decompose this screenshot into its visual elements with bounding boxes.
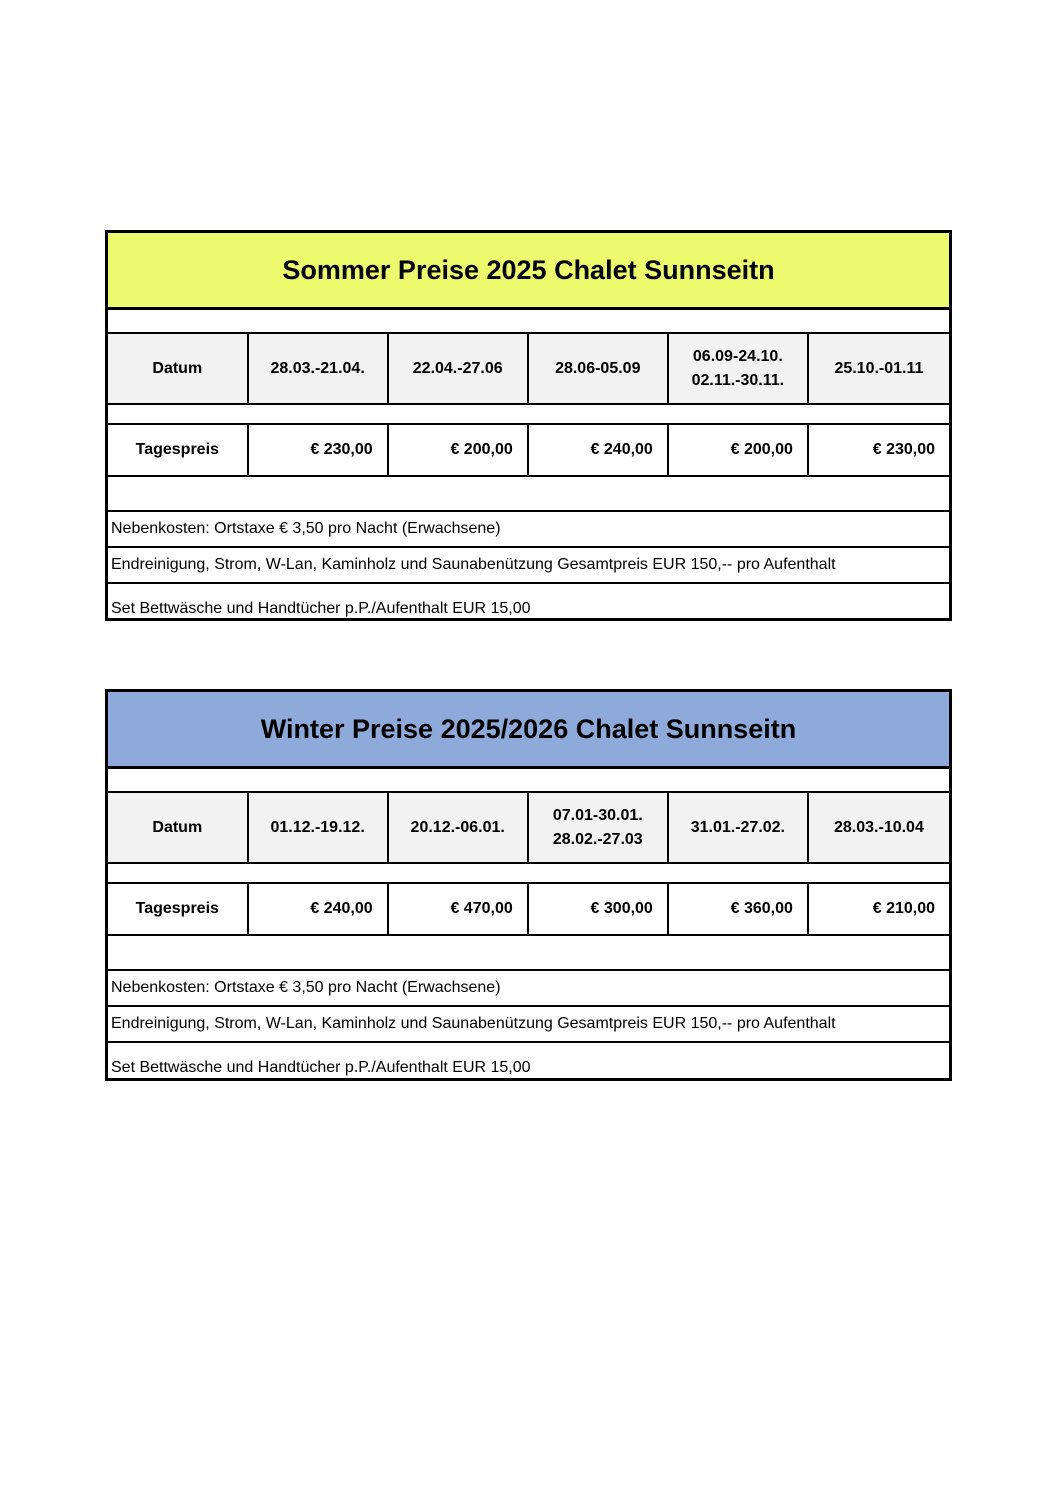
price-cell: € 200,00	[389, 425, 529, 475]
period-cell	[249, 793, 389, 862]
period-line: 07.01-30.01.	[552, 806, 643, 824]
summer-price-row	[108, 425, 949, 477]
period-cell	[249, 334, 389, 403]
price-cell: € 230,00	[872, 441, 935, 458]
spacer-row	[108, 477, 949, 512]
period-line: 02.11.-30.11.	[691, 371, 785, 389]
note-row: Set Bettwäsche und Handtücher p.P./Aufenthalt EUR 15,00	[111, 600, 531, 617]
period-line: 28.06-05.09	[555, 359, 641, 377]
period-line: 28.03.-10.04	[834, 818, 924, 836]
price-cell: € 470,00	[389, 884, 529, 934]
summer-table-title: Sommer Preise 2025 Chalet Sunnseitn	[108, 233, 949, 310]
winter-price-table	[105, 689, 952, 1081]
winter-table-title: Winter Preise 2025/2026 Chalet Sunnseitn	[108, 692, 949, 769]
period-cell	[809, 334, 949, 403]
period-line: 06.09-24.10.	[692, 347, 783, 365]
period-line: 20.12.-06.01.	[410, 818, 505, 836]
date-label: Datum	[108, 793, 249, 862]
spacer-row	[108, 936, 949, 971]
period-cell	[669, 793, 809, 862]
note-row: Set Bettwäsche und Handtücher p.P./Aufenthalt EUR 15,00	[111, 1059, 531, 1076]
period-line: 22.04.-27.06	[412, 359, 503, 377]
winter-date-row	[108, 793, 949, 864]
note-row: Nebenkosten: Ortstaxe € 3,50 pro Nacht (Erwachsene)	[108, 971, 949, 1007]
period-cell	[529, 334, 669, 403]
price-cell: € 210,00	[872, 900, 935, 917]
price-label: Tagespreis	[108, 425, 249, 475]
period-line: 01.12.-19.12.	[270, 818, 365, 836]
spacer-row	[108, 864, 949, 884]
date-label: Datum	[108, 334, 249, 403]
price-cell: € 240,00	[529, 425, 669, 475]
period-line: 28.03.-21.04.	[270, 359, 365, 377]
price-cell: € 360,00	[669, 884, 809, 934]
period-cell	[389, 793, 529, 862]
note-row: Endreinigung, Strom, W-Lan, Kaminholz und Saunabenützung Gesamtpreis EUR 150,-- pro Aufenthalt	[108, 1007, 949, 1043]
period-cell	[669, 334, 809, 403]
period-line: 25.10.-01.11	[834, 359, 924, 377]
period-cell	[529, 793, 669, 862]
period-line: 28.02.-27.03	[552, 830, 643, 848]
period-cell	[389, 334, 529, 403]
price-label: Tagespreis	[108, 884, 249, 934]
note-row: Nebenkosten: Ortstaxe € 3,50 pro Nacht (Erwachsene)	[108, 512, 949, 548]
winter-price-row	[108, 884, 949, 936]
note-row: Endreinigung, Strom, W-Lan, Kaminholz und Saunabenützung Gesamtpreis EUR 150,-- pro Aufenthalt	[108, 548, 949, 584]
period-line: 31.01.-27.02.	[690, 818, 785, 836]
spacer-row	[108, 405, 949, 425]
summer-date-row	[108, 334, 949, 405]
spacer-row	[108, 310, 949, 334]
spacer-row	[108, 769, 949, 793]
price-cell: € 200,00	[669, 425, 809, 475]
price-cell: € 240,00	[249, 884, 389, 934]
period-cell	[809, 793, 949, 862]
price-cell: € 230,00	[249, 425, 389, 475]
summer-price-table	[105, 230, 952, 621]
price-cell: € 300,00	[529, 884, 669, 934]
